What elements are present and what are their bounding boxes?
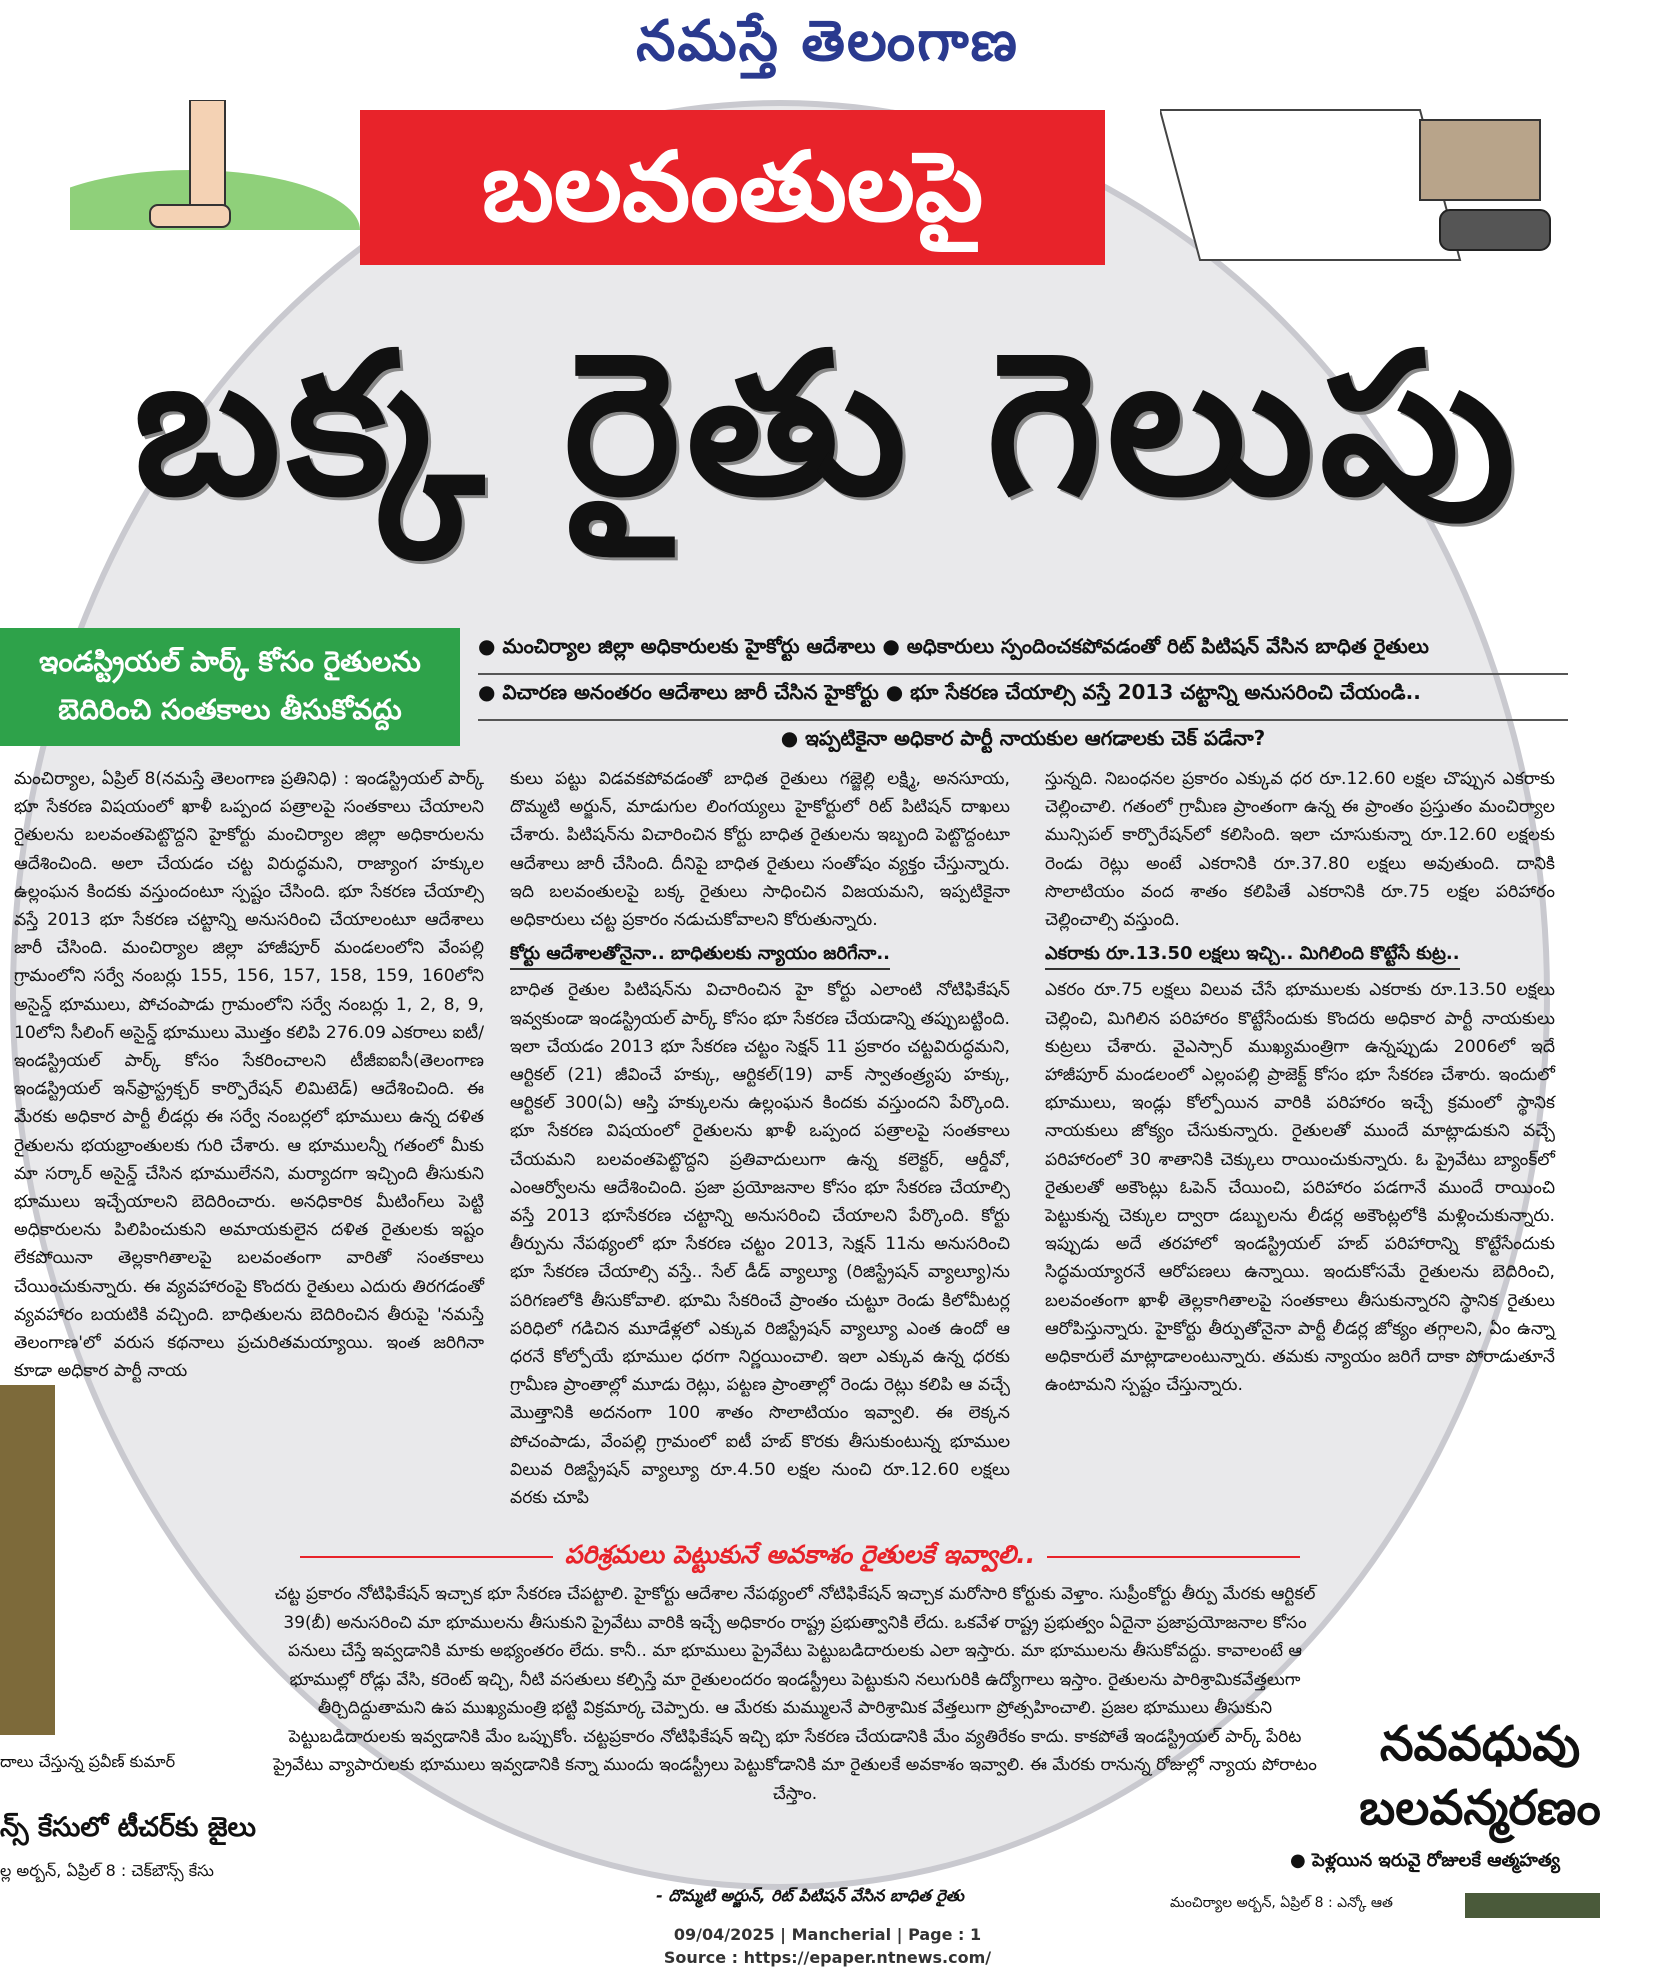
illustration-left: [70, 100, 360, 230]
masthead: నమస్తే తెలంగాణ: [636, 8, 1019, 74]
quote-title: [360, 1540, 1240, 1576]
article-column-3: [1045, 765, 1555, 1399]
article-column-2: [510, 765, 1010, 1512]
right-article-bullet: ● పెళ్లయిన ఇరువై రోజులకే ఆత్మహత్య: [1290, 1850, 1560, 1871]
bullet-row: ● ఇప్పటికైనా అధికార పార్టీ నాయకుల ఆగడాలకు చెక్ పడేనా?: [780, 726, 1266, 750]
sub-headline-box: [0, 628, 460, 746]
illustration-right: [1160, 100, 1580, 280]
kicker-headline: బలవంతులపై: [360, 110, 1105, 265]
footer-date-edition: 09/04/2025 | Mancherial | Page : 1: [673, 1925, 982, 1944]
bullet-row: ● విచారణ అనంతరం ఆదేశాలు జారీ చేసిన హైకోర్టు ● భూ సేకరణ చేయాల్సి వస్తే 2013 చట్టాన్ని అనుసరించి చేయండి..: [478, 680, 1568, 721]
side-photo-caption: దాలు చేస్తున్న ప్రవీణ్ కుమార్: [0, 1752, 176, 1771]
quote-title-text: పరిశ్రమలు పెట్టుకునే అవకాశం రైతులకే ఇవ్వాలి..: [553, 1540, 1048, 1569]
bullet-row: ● మంచిర్యాల జిల్లా అధికారులకు హైకోర్టు ఆదేశాలు ● అధికారులు స్పందించకపోవడంతో రిట్ పిటిషన్ వేసిన బాధిత రైతులు: [478, 634, 1568, 675]
sub-box-line1: ఇండస్ట్రియల్ పార్క్ కోసం రైతులను: [39, 645, 421, 678]
quote-body: చట్ట ప్రకారం నోటిఫికేషన్ ఇచ్చాక భూ సేకరణ చేపట్టాలి. హైకోర్టు ఆదేశాల నేపథ్యంలో నోటిఫికేషన్ ఇచ్చాక మరోసారి కోర్టుకు వెళ్తాం. సుప్రీంకోర్టు తీర్పు మేరకు ఆర్టికల్ 39(బీ) అనుసరించి మా భూములను తీసుకుని ప్రైవేటు వారికి ఇచ్చే అధికారం రాష్ట్ర ప్రభుత్వానికి లేదు. ఒకవేళ రాష్ట్ర ప్రభుత్వం ఏదైనా ప్రజాప్రయోజనాల కోసం పనులు చేస్తే ఇవ్వడానికి మాకు అభ్యంతరం లేదు. కానీ.. మా భూములు ప్రైవేటు పెట్టుబడిదారులకు ఎలా ఇస్తారు. మా భూములను తీసుకోవద్దు. కావాలంటే ఆ భూముల్లో రోడ్లు వేసి, కరెంట్ ఇచ్చి, నీటి వసతులు కల్పిస్తే మా రైతులందరం ఇండస్ట్రీలు పెట్టుకుని నలుగురికి ఉద్యోగాలు ఇస్తాం. రైతులను పారిశ్రామికవేత్తలుగా తీర్చిదిద్దుతామని ఉప ముఖ్యమంత్రి భట్టి విక్రమార్క చెప్పారు. ఆ మేరకు మమ్ములనే పారిశ్రామిక వేత్తలుగా ప్రోత్సహించాలి. ప్రజల భూములు తీసుకుని పెట్టుబడిదారులకు ఇవ్వడానికి మేం ఒప్పుకోం. చట్టప్రకారం నోటిఫికేషన్ ఇచ్చి భూ సేకరణ చేయడానికి మేం వ్యతిరేకం కాదు. కాకపోతే ఇండస్ట్రియల్ పార్క్ పేరిట ప్రైవేటు వ్యాపారులకు భూములు ఇవ్వడానికి కన్నా ముందు ఇండస్ట్రీలు పెట్టుకోడానికి మా రైతులకే అవకాశం ఇవ్వాలి. ఈ మేరకు రానున్న రోజుల్లో న్యాయ పోరాటం చేస్తాం.: [273, 1584, 1317, 1804]
column-3-paragraph-a: స్తున్నది. నిబంధనల ప్రకారం ఎక్కువ ధర రూ.12.60 లక్షల చొప్పున ఎకరాకు చెల్లించాలి. గతంలో గ్రామీణ ప్రాంతంగా ఉన్న ఈ ప్రాంతం ప్రస్తుతం మంచిర్యాల మున్సిపల్ కార్పొరేషన్‌లో కలిసింది. ఇలా చూసుకున్నా రూ.12.60 లక్షలకు రెండు రెట్లు అంటే ఎకరానికి రూ.37.80 లక్షలు అవుతుంది. దానికి సొలాటియం వంద శాతం కలిపితే ఎకరానికి రూ.75 లక్షల పరిహారం చెల్లించాల్సి వస్తుంది.: [1045, 769, 1555, 931]
right-headline-line1: నవవధువు: [1379, 1716, 1581, 1772]
right-article-photo: [1465, 1893, 1600, 1918]
footer-source-link[interactable]: Source : https://epaper.ntnews.com/: [663, 1948, 992, 1967]
right-article-body: మంచిర్యాల అర్బన్, ఏప్రిల్ 8 : ఎన్కో ఆత: [1170, 1895, 1393, 1911]
article-column-1: మంచిర్యాల, ఏప్రిల్ 8(నమస్తే తెలంగాణ ప్రతినిధి) : ఇండస్ట్రియల్ పార్క్ భూ సేకరణ విషయంలో ఖాళీ ఒప్పంద పత్రాలపై సంతకాలు చేయాలని రైతులను బలవంతపెట్టొద్దని హైకోర్టు మంచిర్యాల జిల్లా అధికారులను ఆదేశించింది. అలా చేయడం చట్ట విరుద్ధమని, రాజ్యాంగ హక్కుల ఉల్లంఘన కిందకు వస్తుందంటూ స్పష్టం చేసింది. భూ సేకరణ చేయాల్సి వస్తే 2013 భూ సేకరణ చట్టాన్ని అనుసరించి చేయాలంటూ ఆదేశాలు జారీ చేసింది. మంచిర్యాల జిల్లా హాజీపూర్ మండలంలోని వేంపల్లి గ్రామంలోని సర్వే నంబర్లు 155, 156, 157, 158, 159, 160లోని అసైన్డ్ భూములు, పోచంపాడు గ్రామంలోని సర్వే నంబర్లు 1, 2, 8, 9, 10లోని సీలింగ్ అసైన్డ్ భూములు మొత్తం కలిపి 276.09 ఎకరాలు ఐటీ/ఇండస్ట్రియల్ పార్క్ కోసం సేకరించాలని టీజీఐఐసీ(తెలంగాణ ఇండస్ట్రియల్ ఇన్‌ఫ్రాస్ట్రక్చర్ కార్పొరేషన్ లిమిటెడ్) ఆదేశించింది. ఈ మేరకు అధికార పార్టీ లీడర్లు ఈ సర్వే నంబర్లలో భూములు ఉన్న దళిత రైతులను భయభ్రాంతులకు గురి చేశారు. ఆ భూములన్నీ గతంలో మీకు మా సర్కార్ అసైన్డ్ చేసిన భూములేనని, మర్యాదగా ఇచ్చింది తీసుకుని భూములు ఇచ్చేయాలని బెదిరించారు. అనధికారిక మీటింగ్‌లు పెట్టి అధికారులను పిలిపించుకుని అమాయకులైన దళిత రైతులకు ఇష్టం లేకపోయినా తెల్లకాగితాలపై బలవంతంగా వారితో సంతకాలు చేయించుకున్నారు. ఈ వ్యవహారంపై కొందరు రైతులు ఎదురు తిరగడంతో వ్యవహారం బయటికి వచ్చింది. బాధితులను బెదిరించిన తీరుపై 'నమస్తే తెలంగాణ'లో వరుస కథనాలు ప్రచురితమయ్యాయి. ఇంత జరిగినా కూడా అధికార పార్టీ నాయ: [14, 769, 484, 1382]
column-3-subhead: ఎకరాకు రూ.13.50 లక్షలు ఇచ్చి.. మిగిలింది కొట్టేసే కుట్ర..: [1045, 940, 1460, 970]
quote-attribution: - దొమ్మటి అర్జున్, రిట్ పిటిషన్ వేసిన బాధిత రైతు: [656, 1886, 964, 1905]
column-2-paragraph-a: కులు పట్టు విడవకపోవడంతో బాధిత రైతులు గజ్జెల్లి లక్ష్మి, అనసూయ, దొమ్మటి అర్జున్, మాడుగుల లింగయ్యలు హైకోర్టులో రిట్ పిటిషన్ దాఖలు చేశారు. పిటిషన్‌ను విచారించిన కోర్టు బాధిత రైతులను ఇబ్బంది పెట్టొద్దంటూ ఆదేశాలు జారీ చేసింది. దీనిపై బాధిత రైతులు సంతోషం వ్యక్తం చేస్తున్నారు. ఇది బలవంతులపై బక్క రైతులు సాధించిన విజయమని, ఇప్పటికైనా అధికారులు చట్ట ప్రకారం నడుచుకోవాలని కోరుతున్నారు.: [510, 769, 1010, 931]
side-photo: [0, 1385, 55, 1735]
sub-box-line2: బెదిరించి సంతకాలు తీసుకోవద్దు: [58, 693, 402, 726]
side-article-headline: న్స్ కేసులో టీచర్‌కు జైలు: [0, 1812, 256, 1843]
column-3-paragraph-b: ఎకరం రూ.75 లక్షలు విలువ చేసే భూములకు ఎకరాకు రూ.13.50 లక్షలు చెల్లించి, మిగిలిన పరిహారం కొట్టేసేందుకు కొందరు అధికార పార్టీ నాయకులు కుట్రలు చేశారు. వైఎస్సార్ ముఖ్యమంత్రిగా ఉన్నప్పుడు 2006లో ఇదే హాజీపూర్ మండలంలో ఎల్లంపల్లి ప్రాజెక్ట్ కోసం భూ సేకరణ చేశారు. ఇందులో భూములు, ఇండ్లు కోల్పోయిన వారికి పరిహారం ఇచ్చే క్రమంలో స్థానిక నాయకులు జోక్యం చేసుకున్నారు. రైతులతో ముందే మాట్లాడుకుని వచ్చే పరిహారంలో 30 శాతానికి చెక్కులు రాయించుకున్నారు. ఓ ప్రైవేటు బ్యాంక్‌లో రైతులతో అకౌంట్లు ఓపెన్ చేయించి, పరిహారం పడగానే ముందే రాయించి పెట్టుకున్న చెక్కుల ద్వారా డబ్బులను లీడర్ల అకౌంట్లలోకి మళ్లించుకున్నారు. ఇప్పుడు అదే తరహాలో ఇండస్ట్రియల్ హబ్ పరిహారాన్ని కొట్టేసేందుకు సిద్ధమయ్యారనే ఆరోపణలు ఉన్నాయి. ఇందుకోసమే రైతులను బెదిరించి, బలవంతంగా ఖాళీ తెల్లకాగితాలపై సంతకాలు తీసుకున్నారని స్థానిక రైతులు ఆరోపిస్తున్నారు. హైకోర్టు తీర్పుతోనైనా పార్టీ లీడర్ల జోక్యం తగ్గాలని, ఏం ఉన్నా అధికారులే మాట్లాడాలంటున్నారు. తమకు న్యాయం జరిగే దాకా పోరాడుతూనే ఉంటామని స్పష్టం చేస్తున్నారు.: [1045, 980, 1555, 1396]
right-headline-line2: బలవన్మరణం: [1359, 1780, 1601, 1836]
side-article-body: ల్ల అర్బన్, ఏప్రిల్ 8 : చెక్‌బౌన్స్ కేసు: [0, 1861, 214, 1880]
column-2-paragraph-b: బాధిత రైతుల పిటిషన్‌ను విచారించిన హై కోర్టు ఎలాంటి నోటిఫికేషన్ ఇవ్వకుండా ఇండస్ట్రియల్ పార్క్ కోసం భూ సేకరణ చేయడాన్ని తప్పుబట్టింది. ఇలా చేయడం 2013 భూ సేకరణ చట్టం సెక్షన్ 11 ప్రకారం చట్టవిరుద్ధమని, ఆర్టికల్ (21) జీవించే హక్కు, ఆర్టికల్(19) వాక్ స్వాతంత్ర్యపు హక్కు, ఆర్టికల్ 300(ఏ) ఆస్తి హక్కులను ఉల్లంఘన కిందకు వస్తుందని పేర్కొంది. భూ సేకరణ విషయంలో రైతులను ఖాళీ ఒప్పంద పత్రాలపై సంతకాలు చేయమని బలవంతపెట్టొద్దని ప్రతివాదులుగా ఉన్న కలెక్టర్, ఆర్డీవో, ఎంఆర్వోలను ఆదేశించింది. ప్రజా ప్రయోజనాల కోసం భూ సేకరణ చేయాల్సి వస్తే 2013 భూసేకరణ చట్టాన్ని అనుసరించి చేయాలని పేర్కొంది. కోర్టు తీర్పును నేపథ్యంలో భూ సేకరణ చట్టం 2013, సెక్షన్ 11ను అనుసరించి భూ సేకరణ చేయాల్సి వస్తే.. సేల్ డీడ్ వ్యాల్యూ (రిజిస్ట్రేషన్ వ్యాల్యూ)ను పరిగణలోకి తీసుకోవాలి. భూమి సేకరించే ప్రాంతం చుట్టూ రెండు కిలోమీటర్ల పరిధిలో గడిచిన మూడేళ్లలో ఎక్కువ రిజిస్ట్రేషన్ వ్యాల్యూ ఎంత ఉందో ఆ ధరనే కోల్పోయే భూముల ధరగా నిర్ణయించాలి. ఇలా ఎక్కువ ఉన్న ధరకు గ్రామీణ ప్రాంతాల్లో మూడు రెట్లు, పట్టణ ప్రాంతాల్లో రెండు రెట్లు కలిపి ఆ వచ్చే మొత్తానికి అదనంగా 100 శాతం సొలాటియం ఇవ్వాలి. ఈ లెక్కన పోచంపాడు, వేంపల్లి గ్రామంలో ఐటీ హబ్ కొరకు తీసుకుంటున్న భూముల విలువ రిజిస్ట్రేషన్ వ్యాల్యూ రూ.4.50 లక్షల నుంచి రూ.12.60 లక్షలు వరకు చూపి: [510, 980, 1010, 1509]
main-headline: బక్క రైతు గెలుపు: [133, 311, 1522, 539]
column-2-subhead: కోర్టు ఆదేశాలతోనైనా.. బాధితులకు న్యాయం జరిగేనా..: [510, 940, 890, 970]
right-article-headline: [1330, 1712, 1630, 1840]
